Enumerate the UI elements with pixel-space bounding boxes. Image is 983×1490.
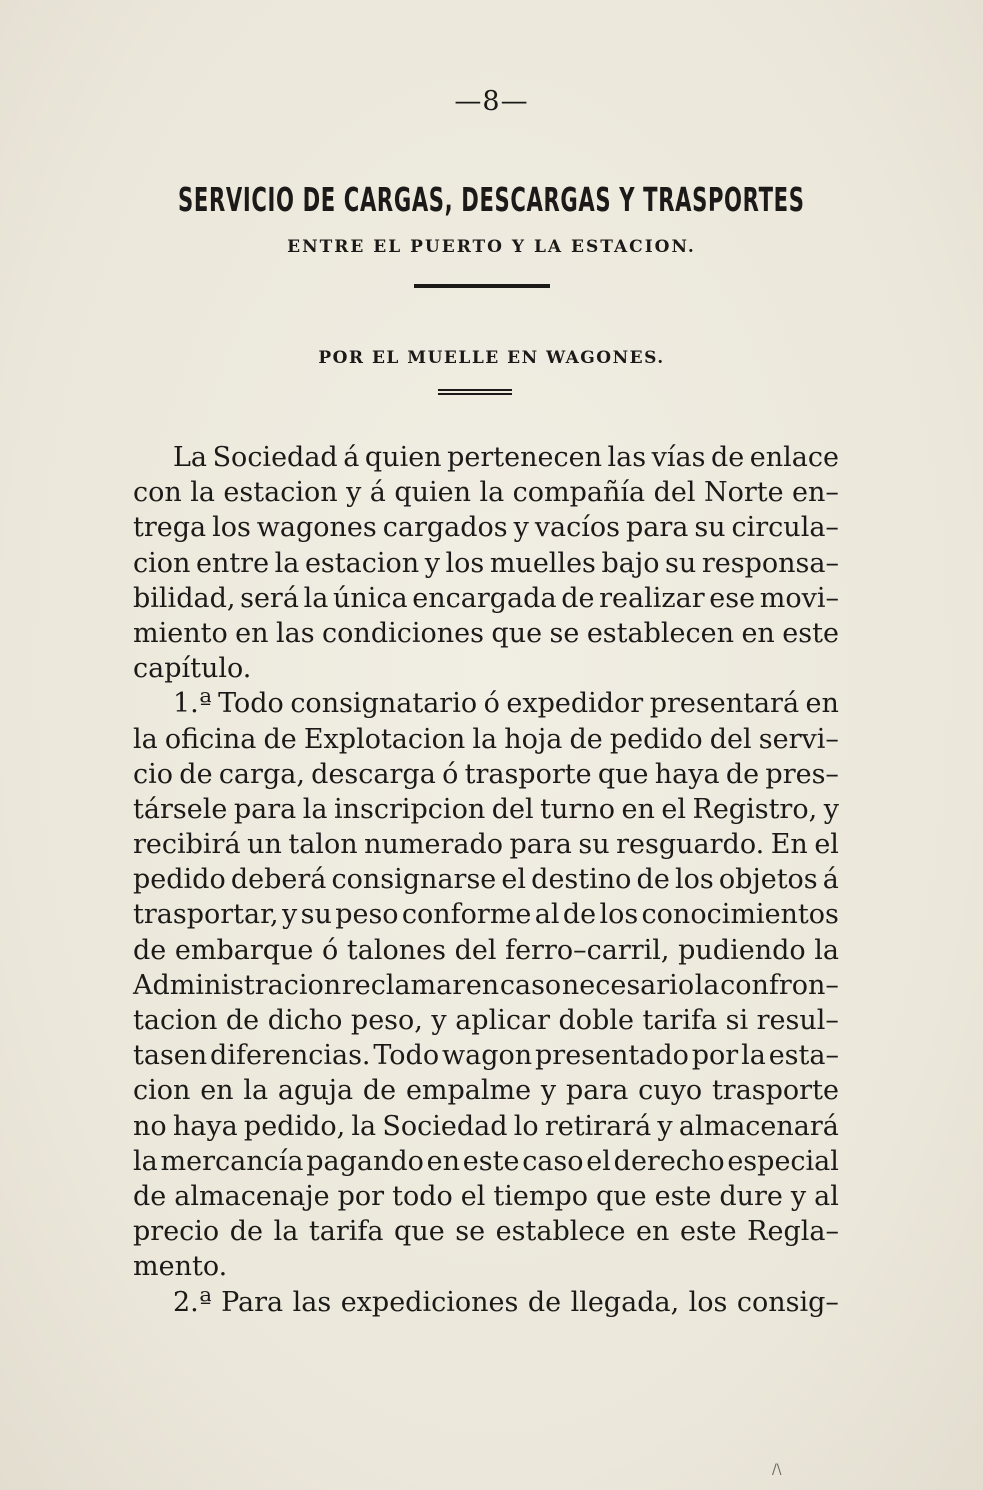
word: en [426,1145,461,1177]
text-line [133,686,839,721]
word: las [607,442,647,473]
word: presentará [649,688,800,720]
word: este [782,617,839,649]
word: la [472,723,498,755]
word: de [569,723,603,755]
text-line [133,933,839,968]
word: de [179,758,213,790]
word: consig– [736,1286,839,1318]
word: responsa– [701,547,839,579]
word: los [674,864,714,896]
word: su [694,512,726,544]
word: hoja [504,723,563,755]
word: su [578,829,610,861]
word: en [465,969,500,1001]
word: trasporte [464,758,592,790]
word: encargada [412,582,557,614]
word: consignarse [331,864,497,896]
word: que [595,1180,647,1212]
word: la [273,1216,299,1248]
word: las [292,1286,332,1318]
word: del [709,723,752,755]
word: objetos [718,864,818,896]
word: en– [792,477,839,509]
word: los [445,547,485,579]
word: tiempo [493,1180,588,1212]
word: del [454,934,497,966]
word: capítulo. [133,653,252,685]
word: la [133,1145,158,1177]
word: trasportar, [133,899,279,931]
word: Sociedad [212,442,338,473]
word: será [240,582,299,614]
word: cion [133,547,191,579]
word: la [694,969,720,1001]
word: de [229,1216,264,1248]
word: quien [364,442,442,473]
word: que [394,1216,445,1248]
text-line [133,440,839,475]
text-line [133,510,839,545]
word: y [424,547,440,579]
word: precio [133,1216,220,1248]
word: por [691,1040,739,1072]
word: haya [654,758,720,790]
word: establece [495,1216,626,1248]
word: circula– [731,512,839,544]
word: caso [499,969,562,1001]
word: trega [133,512,207,544]
word: numerado [364,829,503,861]
word: á [822,864,839,896]
word: necesario [561,969,695,1001]
word: su [665,547,697,579]
word: Explotacion [303,723,466,755]
word: y [790,1180,807,1212]
word: recibirá [133,829,241,861]
word: ferro–carril, [505,934,670,966]
word: la [303,582,329,614]
word: con [133,477,182,509]
word: de [636,864,670,896]
word: en [741,617,775,649]
word: el [814,829,839,861]
word: especial [727,1145,839,1177]
text-line [133,1109,839,1144]
word: la [243,1075,269,1107]
text-line [133,1144,839,1179]
word: talones [346,934,446,966]
word: condiciones [322,617,484,649]
word: al [534,899,560,931]
word: cion [133,1075,191,1107]
word: pedido, [243,1110,346,1142]
word: caso [522,1145,584,1177]
word: almacenará [678,1110,839,1142]
text-line [133,1179,839,1214]
word: se [549,617,580,649]
word: descarga [311,758,436,790]
word: por [337,1180,385,1212]
word: társele [133,793,228,825]
word: para [625,512,689,544]
word: doble [558,1005,634,1036]
word: de [362,1075,397,1107]
word: bajo [601,547,660,579]
word: ese [709,582,756,614]
word: turno [540,793,615,825]
word: del [653,477,696,509]
word: conocimientos [641,899,839,931]
word: del [491,793,534,825]
word: la [302,793,328,825]
word: el [501,864,527,896]
word: tarifa [308,1216,384,1248]
word: quien [394,477,472,509]
word: la [274,547,300,579]
word: Todo [218,688,284,720]
word: haya [172,1110,238,1142]
word: estacion [304,547,420,579]
word: oficina [164,723,257,755]
word: y [540,1075,557,1107]
word: las [276,617,315,649]
word: los [599,899,639,931]
section-divider [438,389,512,395]
word: embarque [174,934,314,966]
word: vías [651,442,706,473]
word: para [565,1075,629,1107]
word: wagon [441,1040,533,1072]
word: inscripcion [333,793,486,825]
word: de [562,899,597,931]
text-line [133,1073,839,1108]
word: dicho [267,1005,343,1036]
word: La [173,442,208,473]
word: movi– [759,582,839,614]
word: trasporte [711,1075,839,1107]
word: pedido [609,723,703,755]
word: ó [442,758,459,790]
word: Todo [373,1040,440,1072]
word: los [688,1286,728,1318]
chapter-title: SERVICIO DE CARGAS, DESCARGAS Y TRASPORTES [178,180,805,219]
word: pres– [765,758,839,790]
word: los [212,512,251,544]
word: confron– [720,969,839,1001]
word: aplicar [455,1005,550,1036]
word: peso, [350,1005,423,1036]
word: tarifa [642,1005,718,1036]
word: en [805,688,839,720]
word: cuyo [638,1075,703,1107]
word: bilidad, [133,582,236,614]
word: Para [221,1286,284,1318]
word: en [621,793,655,825]
word: consignatario [290,688,478,720]
word: resul– [756,1005,839,1036]
word: derecho [613,1145,725,1177]
word: al [814,1180,839,1212]
section-heading: POR EL MUELLE EN WAGONES. [318,348,665,368]
word: Regla– [747,1216,839,1248]
text-line [133,757,839,792]
word: este [654,1180,712,1212]
text-line [133,722,839,757]
word: y [431,1005,447,1036]
word: de [225,1005,260,1036]
word: tasen [133,1040,208,1072]
word: enlace [749,442,839,473]
chapter-subtitle: ENTRE EL PUERTO Y LA ESTACION. [287,237,696,257]
word: que [491,617,543,649]
word: de [527,1286,562,1318]
text-line [133,827,839,862]
word: muelles [489,547,596,579]
word: el [661,793,686,825]
text-line [133,792,839,827]
word: para [509,829,572,861]
word: á [343,442,360,473]
title-divider [414,284,550,288]
text-line [133,897,839,932]
word: y [657,1110,673,1142]
body-text [133,440,839,1320]
word: un [247,829,282,861]
text-line [133,862,839,897]
text-line [133,651,839,686]
word: en [636,1216,670,1248]
word: se [455,1216,486,1248]
word: este [679,1216,737,1248]
word: 2.ª [173,1286,212,1318]
text-line [133,546,839,581]
word: Sociedad [382,1110,508,1142]
word: de [561,582,595,614]
word: este [462,1145,520,1177]
word: diferencias. [210,1040,371,1072]
word: en [235,617,269,649]
word: el [460,1180,486,1212]
word: mercancía [160,1145,304,1177]
word: y [823,793,839,825]
word: aguja [277,1075,354,1107]
word: carga, [218,758,305,790]
word: la [133,723,158,755]
text-line [133,1249,839,1284]
word: y [346,477,362,509]
word: pedido [133,864,226,896]
text-line [133,616,839,651]
word: retirará [544,1110,652,1142]
word: Registro, [692,793,818,825]
word: empalme [405,1075,532,1107]
word: si [725,1005,749,1036]
word: wagones [256,512,377,544]
text-line [133,475,839,510]
word: de [711,442,745,473]
word: miento [133,617,228,649]
word: compañía [512,477,646,509]
word: de [725,758,760,790]
word: En [770,829,808,861]
word: la [351,1110,377,1142]
word: almacenaje [174,1180,330,1212]
word: tacion [133,1005,218,1036]
word: vacíos [534,512,621,544]
word: de [263,723,297,755]
page-number: —8— [454,86,529,117]
word: entre [195,547,270,579]
word: cargados [382,512,508,544]
word: que [597,758,649,790]
word: pertenecen [447,442,602,473]
word: todo [392,1180,453,1212]
word: de [133,934,167,966]
word: presentado [535,1040,689,1072]
word: en [200,1075,234,1107]
word: talon [288,829,358,861]
word: esta– [768,1040,839,1072]
word: expediciones [340,1286,519,1318]
word: la [190,477,215,509]
word: su [300,899,332,931]
word: no [133,1110,167,1142]
word: peso [335,899,399,931]
word: reclamar [341,969,466,1001]
text-line [133,968,839,1003]
word: estacion [223,477,338,509]
word: llegada, [570,1286,680,1318]
word: la [741,1040,766,1072]
word: ó [322,934,339,966]
word: 1.ª [173,688,212,720]
word: y [513,512,529,544]
word: establecen [586,617,734,649]
word: Norte [703,477,784,509]
footer-mark: /\ [772,1462,782,1478]
word: única [332,582,408,614]
word: el [586,1145,611,1177]
word: pagando [306,1145,424,1177]
word: deberá [230,864,327,896]
word: expedidor [506,688,644,720]
word: servi– [758,723,839,755]
word: lo [513,1110,539,1142]
word: ó [483,688,500,720]
word: cio [133,758,174,790]
text-line [133,1285,839,1320]
text-line [133,581,839,616]
word: realizar [599,582,705,614]
word: de [133,1180,167,1212]
text-line [133,1214,839,1249]
word: y [281,899,298,931]
word: resguardo. [616,829,765,861]
word: conforme [401,899,532,931]
word: Administracion [133,969,342,1001]
word: la [814,934,839,966]
word: dure [719,1180,783,1212]
word: mento. [133,1251,228,1283]
word: destino [531,864,632,896]
word: la [479,477,505,509]
text-line [133,1038,839,1073]
word: para [233,793,297,825]
text-line [133,1003,839,1038]
word: pudiendo [678,934,806,966]
word: á [369,477,386,509]
